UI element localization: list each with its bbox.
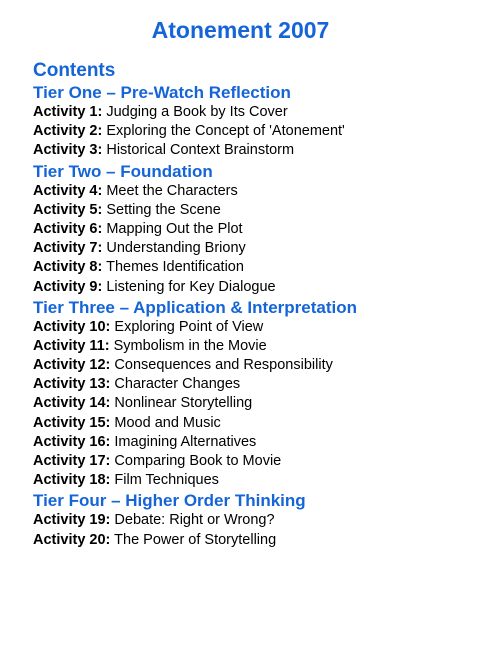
activity-item	[33, 318, 473, 337]
tier-one-section	[33, 82, 473, 161]
tier-heading: Tier One – Pre-Watch Reflection	[33, 83, 291, 102]
activity-item	[33, 433, 473, 452]
contents-heading: Contents	[33, 60, 116, 81]
tier-four-section	[33, 490, 473, 549]
tier-two-section	[33, 161, 473, 297]
activity-title: Themes Identification	[106, 259, 244, 276]
activity-label: Activity 7:	[33, 240, 103, 257]
activity-title: Meet the Characters	[106, 182, 238, 199]
activity-item	[33, 278, 473, 297]
activity-label: Activity 5:	[33, 201, 103, 218]
activity-label: Activity 3:	[33, 142, 103, 159]
activity-item	[33, 141, 473, 160]
activity-label: Activity 16:	[33, 433, 111, 450]
activity-label: Activity 2:	[33, 123, 103, 140]
activity-title: Film Techniques	[114, 472, 219, 489]
activity-title: Setting the Scene	[106, 201, 221, 218]
activity-title: Character Changes	[114, 376, 241, 393]
activity-item	[33, 220, 473, 239]
activity-item	[33, 531, 473, 550]
activity-item	[33, 511, 473, 530]
activity-label: Activity 18:	[33, 472, 111, 489]
activity-item	[33, 239, 473, 258]
activity-title: Historical Context Brainstorm	[106, 142, 295, 159]
activity-label: Activity 17:	[33, 453, 111, 469]
table-of-contents	[33, 82, 473, 550]
activity-title: Imagining Alternatives	[114, 433, 257, 450]
page-title: Atonement 2007	[151, 17, 330, 43]
activity-label: Activity 13:	[33, 376, 111, 393]
activity-title: Symbolism in the Movie	[113, 337, 267, 354]
activity-item	[33, 356, 473, 375]
activity-item	[33, 471, 473, 490]
activity-title: Mood and Music	[114, 414, 221, 431]
activity-title: Debate: Right or Wrong?	[114, 512, 275, 529]
activity-label: Activity 19:	[33, 512, 111, 529]
tier-heading: Tier Three – Application & Interpretation	[33, 297, 357, 317]
activity-item	[33, 337, 473, 356]
activity-item	[33, 394, 473, 413]
activity-item	[33, 258, 473, 277]
tier-three-section	[33, 297, 473, 491]
activity-item	[33, 414, 473, 433]
activity-label: Activity 10:	[33, 318, 111, 335]
activity-item	[33, 452, 473, 471]
activity-title: Judging a Book by Its Cover	[106, 104, 288, 120]
activity-label: Activity 4:	[33, 182, 103, 199]
activity-label: Activity 14:	[33, 395, 111, 412]
activity-label: Activity 20:	[33, 531, 111, 548]
activity-label: Activity 12:	[33, 357, 111, 374]
activity-title: Exploring the Concept of 'Atonement'	[106, 123, 345, 140]
tier-heading: Tier Two – Foundation	[33, 161, 213, 181]
activity-title: The Power of Storytelling	[114, 531, 277, 548]
activity-title: Listening for Key Dialogue	[106, 278, 276, 295]
activity-title: Understanding Briony	[106, 240, 246, 257]
activity-title: Nonlinear Storytelling	[114, 395, 253, 412]
activity-item	[33, 122, 473, 141]
activity-item	[33, 375, 473, 394]
activity-title: Mapping Out the Plot	[106, 220, 243, 237]
tier-heading: Tier Four – Higher Order Thinking	[33, 491, 306, 511]
activity-item	[33, 201, 473, 220]
activity-title: Comparing Book to Movie	[114, 453, 282, 469]
activity-title: Consequences and Responsibility	[114, 357, 333, 374]
activity-label: Activity 11:	[33, 337, 110, 354]
activity-label: Activity 1:	[33, 104, 103, 120]
activity-title: Exploring Point of View	[114, 318, 264, 335]
activity-label: Activity 9:	[33, 278, 103, 295]
activity-item	[33, 103, 473, 122]
activity-item	[33, 182, 473, 201]
activity-label: Activity 6:	[33, 220, 103, 237]
activity-label: Activity 15:	[33, 414, 111, 431]
activity-label: Activity 8:	[33, 259, 103, 276]
